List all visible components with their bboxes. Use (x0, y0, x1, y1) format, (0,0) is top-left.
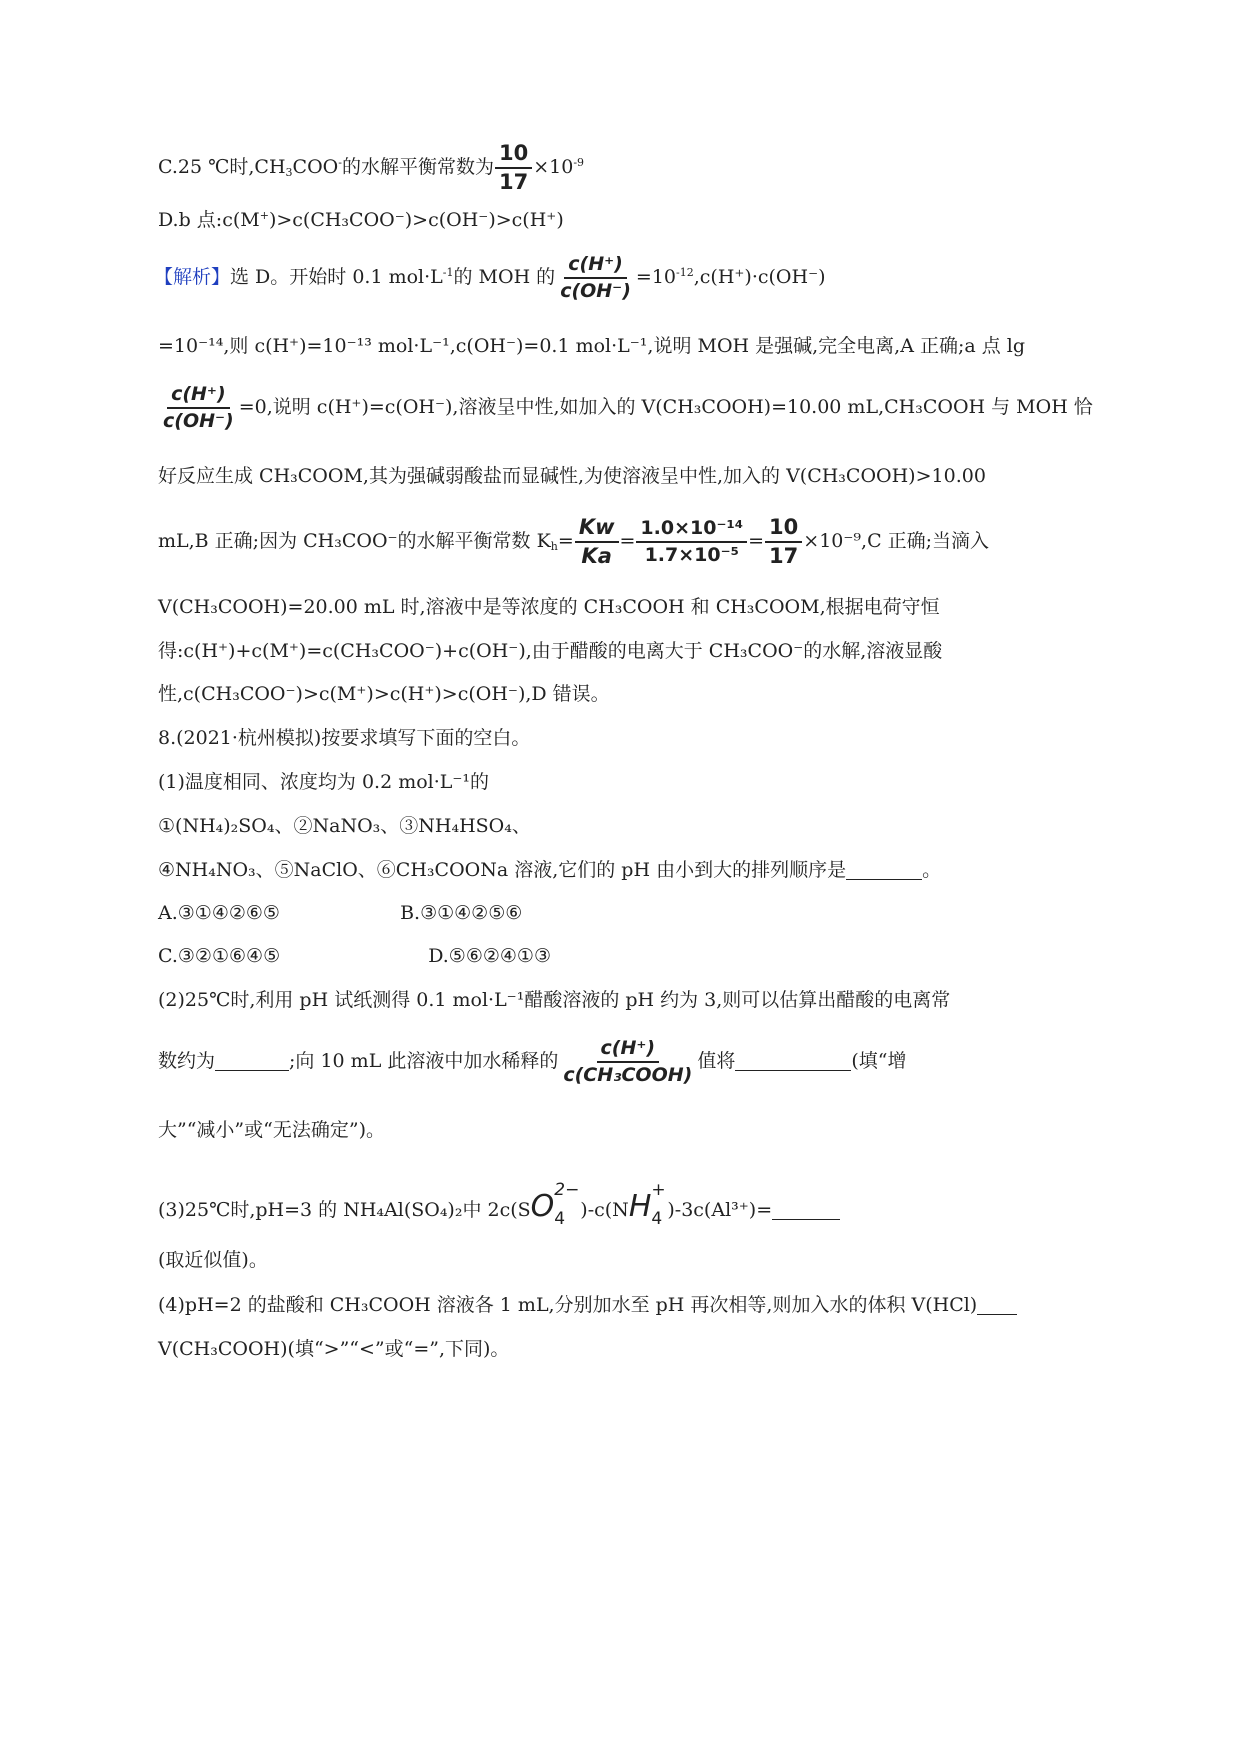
q8-option-b: B.③①④②⑤⑥ (400, 902, 523, 924)
fraction-10-17-b: $\frac{10}{17}$ (765, 516, 802, 568)
fraction-h-ch3cooh: $\frac{c(H^+)}{\text{c(CH₃COOH)}}$ (563, 1037, 693, 1086)
q8-part2-a: (2)25℃时,利用 pH 试纸测得 0.1 mol·L⁻¹醋酸溶液的 pH 约为 3,则可以估算出醋酸的电离常 (158, 989, 951, 1011)
fraction-10-17: $\frac{10}{17}$ (495, 142, 532, 194)
analysis-line-5: mL,B 正确;因为 CH₃COO⁻的水解平衡常数 $K_h=$ $\frac{Kw}{Ka}$ = $\frac{\text{1.0×10⁻¹⁴}}{\text{1.7×10⁻⁵}}$ = $\frac{10}{17}$ ×10⁻⁹,C 正确;当滴入 (158, 515, 990, 569)
answer-blank-3[interactable] (735, 1050, 851, 1071)
ammonium-ion: H + 4 (628, 1180, 666, 1229)
q8-part3: (3)25℃时,pH=3 的 NH₄Al(SO₄)₂中 2c(SO 2− 4 )-c(NH + 4 )-3c(Al³⁺)= (158, 1194, 840, 1223)
answer-blank-1[interactable] (846, 859, 922, 880)
sulfate-ion: O 2− 4 (530, 1180, 580, 1229)
analysis-line-8: 性,c(CH₃COO⁻)>c(M⁺)>c(H⁺)>c(OH⁻),D 错误。 (158, 683, 610, 705)
fraction-values: $\frac{\text{1.0×10⁻¹⁴}}{\text{1.7×10⁻⁵}}$ (636, 518, 747, 566)
q8-options-row1 (158, 900, 522, 926)
q8-part4-b: V(CH₃COOH)(填“>”“<”或“=”,下同)。 (158, 1338, 510, 1360)
q8-part3-note: (取近似值)。 (158, 1249, 268, 1271)
analysis-line-4: 好反应生成 CH₃COOM,其为强碱弱酸盐而显碱性,为使溶液呈中性,加入的 V(CH₃COOH)>10.00 (158, 465, 986, 487)
fraction-h-oh-2: $\frac{c(H^+)}{c(OH^-)}$ (163, 383, 234, 432)
q8-part1-list1: ①(NH₄)₂SO₄、②NaNO₃、③NH₄HSO₄、 (158, 815, 531, 837)
fraction-h-oh: $\frac{c(H^+)}{c(OH^-)}$ (560, 253, 631, 302)
analysis-line-7: 得:c(H⁺)+c(M⁺)=c(CH₃COO⁻)+c(OH⁻),由于醋酸的电离大于 CH₃COO⁻的水解,溶液显酸 (158, 640, 943, 662)
analysis-line-2: =10⁻¹⁴,则 c(H⁺)=10⁻¹³ mol·L⁻¹,c(OH⁻)=0.1 mol·L⁻¹,说明 MOH 是强碱,完全电离,A 正确;a 点 lg (158, 335, 1026, 357)
q8-part4-a: (4)pH=2 的盐酸和 CH₃COOH 溶液各 1 mL,分别加水至 pH 再次相等,则加入水的体积 V(HCl) (158, 1292, 1017, 1318)
q8-option-c: C.③②①⑥④⑤ (158, 945, 281, 967)
option-d: D.b 点:c(M+)>c(CH₃COO⁻)>c(OH⁻)>c(H⁺) (158, 209, 564, 231)
analysis-line-3: $\frac{c(H^+)}{c(OH^-)}$ =0,说明 c(H⁺)=c(OH⁻),溶液呈中性,如加入的 V(CH₃COOH)=10.00 mL,CH₃COOH 与 MOH 恰 (158, 384, 1093, 432)
analysis-line-1: 【解析】选 D。开始时 0.1 $mol\cdot L^{-1}$的 MOH 的 $\frac{c(H^+)}{c(OH^-)}$ $=10^{-12},c(H^+)\cdot c(OH^-)$ (154, 253, 826, 302)
q8-options-row2 (158, 943, 551, 969)
fraction-kw-ka: $\frac{Kw}{Ka}$ (575, 516, 619, 568)
q8-part2-c: 大”“减小”或“无法确定”)。 (158, 1119, 385, 1141)
analysis-line-6: V(CH₃COOH)=20.00 mL 时,溶液中是等浓度的 CH₃COOH 和 CH₃COOM,根据电荷守恒 (158, 596, 940, 618)
q8-option-a: A.③①④②⑥⑤ (158, 902, 280, 924)
question-8-title: 8.(2021·杭州模拟)按要求填写下面的空白。 (158, 727, 531, 749)
option-c: C.25 ℃时$,CH_3COO^-$的水解平衡常数为 $\frac{10}{17}$ $\times 10^{-9}$ (158, 141, 585, 195)
answer-blank-2[interactable] (215, 1050, 289, 1071)
answer-blank-4[interactable] (772, 1199, 840, 1220)
answer-blank-5[interactable] (977, 1294, 1017, 1315)
q8-option-d: D.⑤⑥②④①③ (428, 945, 551, 967)
q8-part1-list2: ④NH₄NO₃、⑤NaClO、⑥CH₃COONa 溶液,它们的 pH 由小到大的排列顺序是 。 (158, 859, 942, 881)
q8-part2-b: 数约为 ;向 10 mL 此溶液中加水稀释的 $\frac{c(H^+)}{\text{c(CH₃COOH)}}$ 值将 (填“增 (158, 1037, 907, 1086)
analysis-tag: 【解析】 (154, 265, 231, 288)
q8-part1: (1)温度相同、浓度均为 0.2 mol·L⁻¹的 (158, 771, 490, 793)
